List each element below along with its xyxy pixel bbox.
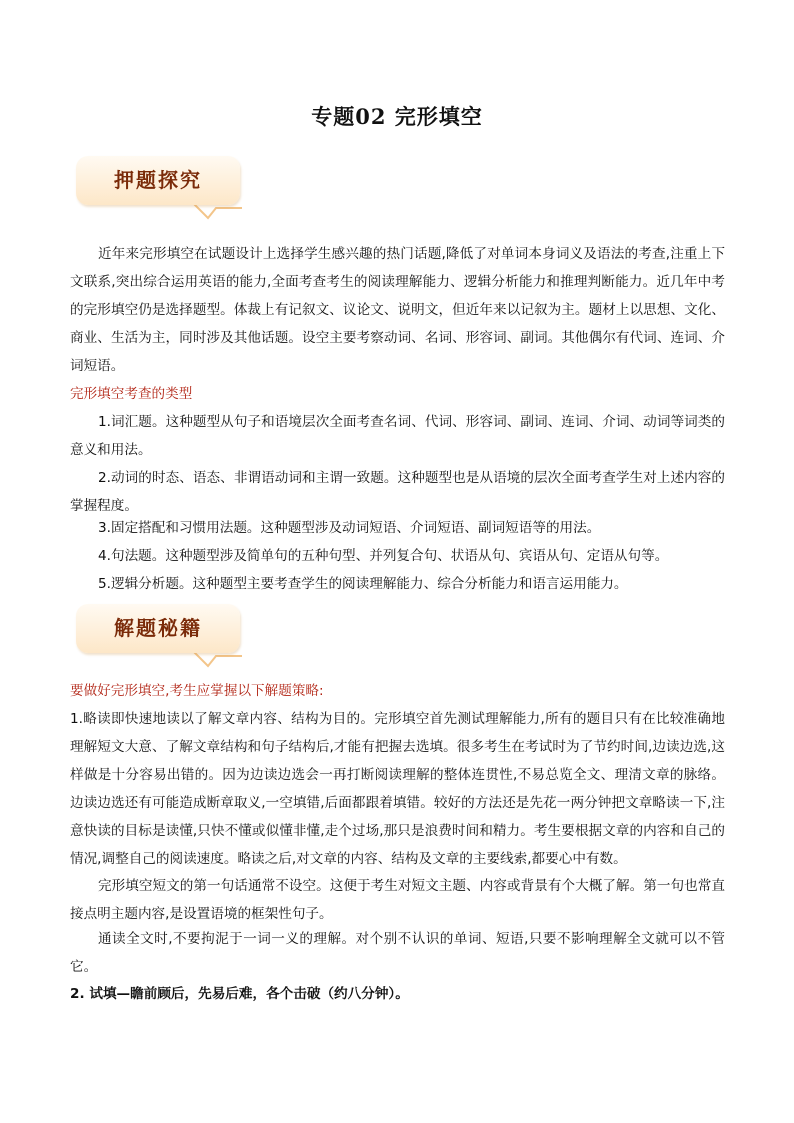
strategy-2: 2. 试填—瞻前顾后，先易后难，各个击破（约八分钟）。 (70, 986, 409, 1002)
intro-paragraph: 近年来完形填空在试题设计上选择学生感兴趣的热门话题,降低了对单词本身词义及语法的考查,注重上下文联系,突出综合运用英语的能力,全面考查考生的阅读理解能力、逻辑分析能力和推理判断能力。近几年中考的完形填空仍是选择题型。体裁上有记叙文、议论文、说明文，但近年来以记叙为主。题材上以思想、文化、商业、生活为主，同时涉及其他话题。设空主要考察动词、名词、形容词、副词。其他偶尔有代词、连词、介词短语。 (70, 246, 725, 374)
strategy-1: 1.略读即快速地读以了解文章内容、结构为目的。完形填空首先测试理解能力,所有的题目只有在比较准确地理解短文大意、了解文章结构和句子结构后,才能有把握去选填。很多考生在考试时为了节约时间,边读边选,这样做是十分容易出错的。因为边读边选会一再打断阅读理解的整体连贯性,不易总览全文、理清文章的脉络。边读边选还有可能造成断章取义,一空填错,后面都跟着填错。较好的方法还是先花一两分钟把文章略读一下,注意快读的目标是读懂,只快不懂或似懂非懂,走个过场,那只是浪费时间和精力。考生要根据文章的内容和自己的情况,调整自己的阅读速度。略读之后,对文章的内容、结构及文章的主要线索,都要心中有数。 (70, 711, 725, 867)
strategy-heading: 要做好完形填空,考生应掌握以下解题策略: (70, 683, 324, 699)
type-item-1: 1.词汇题。这种题型从句子和语境层次全面考查名词、代词、形容词、副词、连词、介词、动词等词类的意义和用法。 (70, 414, 725, 458)
type-item-4: 4.句法题。这种题型涉及简单句的五种句型、并列复合句、状语从句、宾语从句、定语从句等。 (98, 548, 669, 564)
page-title: 专题02 完形填空 (311, 104, 483, 129)
section-banner-2 (76, 604, 242, 680)
banner-label: 押题探究 (114, 168, 202, 192)
banner-label: 解题秘籍 (114, 616, 202, 640)
strategy-paragraph-3: 通读全文时,不要拘泥于一词一义的理解。对个别不认识的单词、短语,只要不影响理解全文就可以不管它。 (70, 931, 725, 975)
type-item-2: 2.动词的时态、语态、非谓语动词和主谓一致题。这种题型也是从语境的层次全面考查学生对上述内容的掌握程度。 (70, 470, 725, 514)
type-item-5: 5.逻辑分析题。这种题型主要考查学生的阅读理解能力、综合分析能力和语言运用能力。 (98, 576, 628, 592)
strategy-paragraph-2: 完形填空短文的第一句话通常不设空。这便于考生对短文主题、内容或背景有个大概了解。第一句也常直接点明主题内容,是设置语境的框架性句子。 (70, 878, 725, 922)
section-banner-1 (76, 156, 242, 232)
type-item-3: 3.固定搭配和习惯用法题。这种题型涉及动词短语、介词短语、副词短语等的用法。 (98, 520, 601, 536)
types-heading: 完形填空考查的类型 (70, 386, 193, 402)
